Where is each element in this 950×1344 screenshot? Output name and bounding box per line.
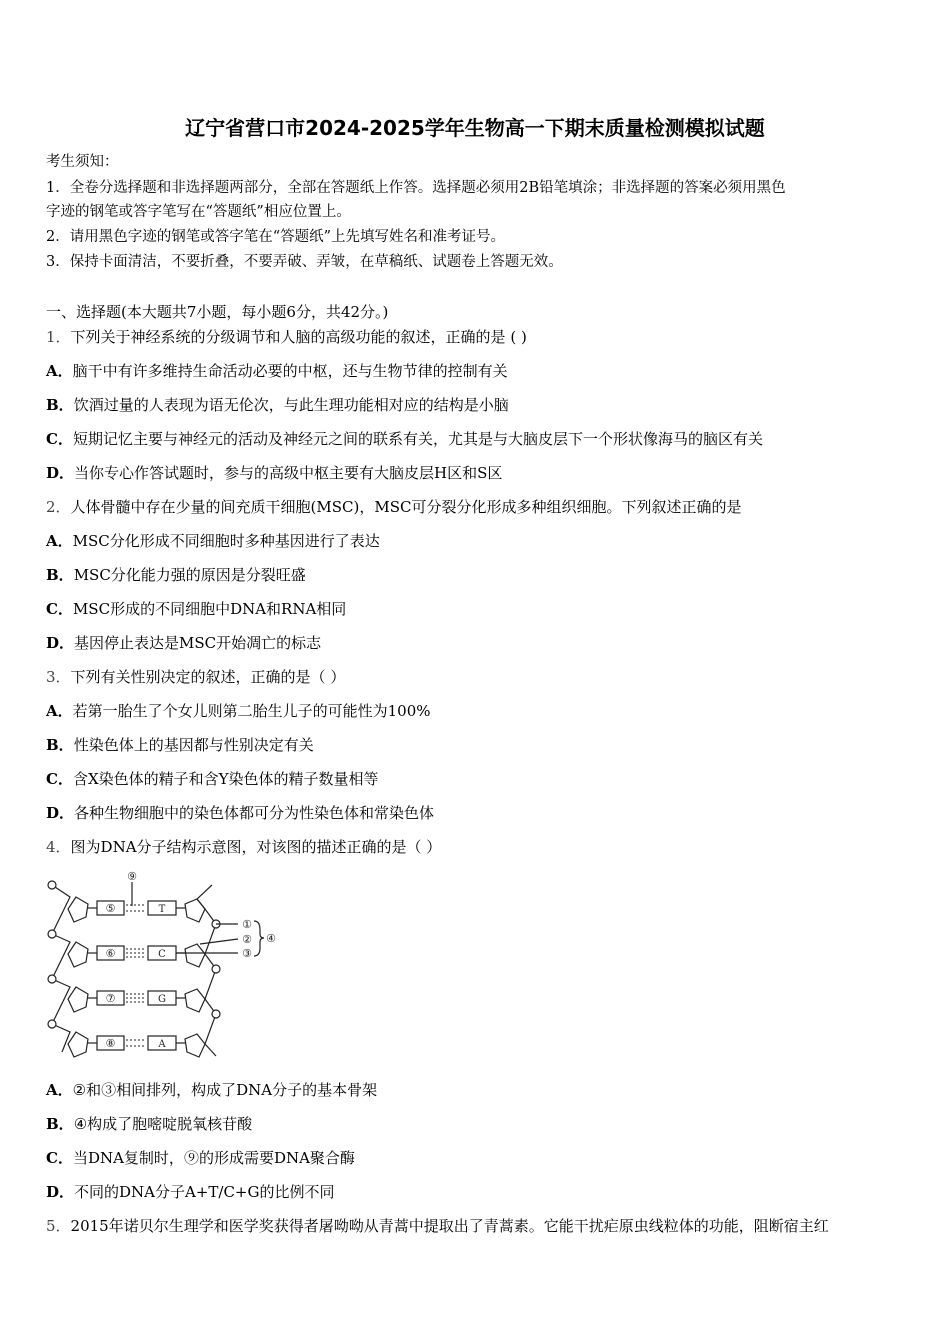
option: [46, 429, 763, 449]
option-label: D．: [46, 1183, 75, 1201]
option: [46, 1080, 377, 1100]
section-heading: 一、选择题(本大题共7小题，每小题6分，共42分。): [46, 303, 389, 321]
option: [46, 633, 321, 653]
question-1: [46, 327, 527, 347]
option: [46, 803, 434, 823]
phosphate-circle: [48, 975, 56, 983]
option-label: C．: [46, 1149, 73, 1167]
option-text: 各种生物细胞中的染色体都可分为性染色体和常染色体: [74, 804, 435, 822]
option: [46, 735, 314, 755]
question-5: [46, 1216, 829, 1236]
option-text: MSC形成的不同细胞中DNA和RNA相同: [72, 600, 347, 618]
question-number: 1．: [46, 328, 71, 346]
base-label: ⑥: [105, 947, 116, 960]
option-label: D．: [46, 804, 75, 822]
option-label: D．: [46, 634, 75, 652]
option-label: B．: [46, 1115, 74, 1133]
question-3: [46, 667, 345, 687]
option-label: A．: [46, 362, 73, 380]
option: [46, 395, 509, 415]
option-label: C．: [46, 770, 73, 788]
notice-item: 1．全卷分选择题和非选择题两部分，全部在答题纸上作答。选择题必须用2B铅笔填涂；非选择题的答案必须用黑色: [46, 180, 786, 196]
option-text: 当你专心作答试题时，参与的高级中枢主要有大脑皮层H区和S区: [74, 464, 503, 482]
question-number: 2．: [46, 498, 71, 516]
sugar-pentagon: [68, 987, 88, 1012]
option: [46, 1148, 355, 1168]
phosphate-circle: [48, 881, 56, 889]
sugar-pentagon: [185, 899, 205, 922]
sugar-pentagon: [68, 942, 88, 967]
question-stem: 下列关于神经系统的分级调节和人脑的高级功能的叙述，正确的是 ( ): [70, 328, 527, 346]
option-text: 基因停止表达是MSC开始凋亡的标志: [74, 634, 322, 652]
option: [46, 769, 379, 789]
option-text: 饮酒过量的人表现为语无伦次，与此生理功能相对应的结构是小脑: [73, 396, 509, 414]
pointer-line: [200, 939, 238, 944]
base-label: ⑦: [105, 992, 116, 1005]
question-4: [46, 837, 441, 857]
sugar-pentagon: [68, 1032, 88, 1057]
option-text: 脑干中有许多维持生命活动必要的中枢，还与生物节律的控制有关: [72, 362, 508, 380]
option: [46, 361, 508, 381]
phosphate-circle: [212, 965, 220, 973]
question-number: 5．: [46, 1217, 71, 1235]
phosphate-circle: [212, 1010, 220, 1018]
option-label: A．: [46, 532, 73, 550]
option-label: B．: [46, 736, 74, 754]
diagram-label: ⑨: [127, 870, 137, 883]
question-stem: 2015年诺贝尔生理学和医学奖获得者屠呦呦从青蒿中提取出了青蒿素。它能干扰疟原虫线粒体的功能，阻断宿主红: [70, 1217, 829, 1235]
option-text: 短期记忆主要与神经元的活动及神经元之间的联系有关，尤其是与大脑皮层下一个形状像海马的脑区有关: [72, 430, 763, 448]
option: [46, 1182, 335, 1202]
option-label: C．: [46, 600, 73, 618]
notice-heading: 考生须知：: [46, 154, 119, 170]
sugar-pentagon: [185, 944, 205, 967]
base-label: C: [158, 949, 166, 960]
base-label: ⑧: [105, 1037, 116, 1050]
option-text: ②和③相间排列，构成了DNA分子的基本骨架: [72, 1081, 378, 1099]
option: [46, 531, 380, 551]
dna-structure-diagram: [40, 868, 280, 1068]
option: [46, 701, 431, 721]
diagram-label: ①: [242, 918, 252, 931]
question-stem: 人体骨髓中存在少量的间充质干细胞(MSC)，MSC可分裂分化形成多种组织细胞。下列叙述正确的是: [70, 498, 742, 516]
question-stem: 图为DNA分子结构示意图，对该图的描述正确的是（ ）: [70, 838, 442, 856]
option-label: B．: [46, 396, 74, 414]
question-number: 4．: [46, 838, 71, 856]
option: [46, 1114, 252, 1134]
sugar-pentagon: [68, 897, 88, 922]
base-label: ⑤: [105, 902, 116, 915]
option-label: D．: [46, 464, 75, 482]
phosphate-circle: [48, 930, 56, 938]
option-text: 性染色体上的基因都与性别决定有关: [73, 736, 314, 754]
group-brace: [254, 921, 264, 956]
diagram-label: ③: [242, 947, 252, 960]
notice-item: 字迹的钢笔或答字笔写在“答题纸”相应位置上。: [46, 204, 351, 220]
diagram-label: ②: [242, 933, 252, 946]
option-label: A．: [46, 702, 73, 720]
question-number: 3．: [46, 668, 71, 686]
question-stem: 下列有关性别决定的叙述，正确的是（ ）: [70, 668, 346, 686]
base-label: G: [158, 994, 166, 1005]
notice-item: 2．请用黑色字迹的钢笔或答字笔在“答题纸”上先填写姓名和准考证号。: [46, 229, 506, 245]
option-text: ④构成了胞嘧啶脱氧核苷酸: [73, 1115, 253, 1133]
option-label: A．: [46, 1081, 73, 1099]
option-label: C．: [46, 430, 73, 448]
option: [46, 463, 502, 483]
sugar-pentagon: [185, 989, 205, 1012]
notice-item: 3．保持卡面清洁，不要折叠，不要弄破、弄皱，在草稿纸、试题卷上答题无效。: [46, 254, 563, 270]
option-label: B．: [46, 566, 74, 584]
option-text: MSC分化能力强的原因是分裂旺盛: [73, 566, 306, 584]
question-2: [46, 497, 741, 517]
option-text: 当DNA复制时，⑨的形成需要DNA聚合酶: [72, 1149, 355, 1167]
page-title: 辽宁省营口市2024-2025学年生物高一下期末质量检测模拟试题: [185, 116, 765, 140]
option-text: 含X染色体的精子和含Y染色体的精子数量相等: [72, 770, 379, 788]
base-label: T: [158, 904, 166, 915]
base-label: A: [158, 1039, 166, 1050]
sugar-pentagon: [185, 1034, 205, 1057]
phosphate-circle: [48, 1020, 56, 1028]
option: [46, 565, 306, 585]
option-text: 若第一胎生了个女儿则第二胎生儿子的可能性为100%: [72, 702, 431, 720]
option: [46, 599, 346, 619]
diagram-label: ④: [266, 932, 276, 945]
option-text: 不同的DNA分子A+T/C+G的比例不同: [74, 1183, 335, 1201]
option-text: MSC分化形成不同细胞时多种基因进行了表达: [72, 532, 380, 550]
